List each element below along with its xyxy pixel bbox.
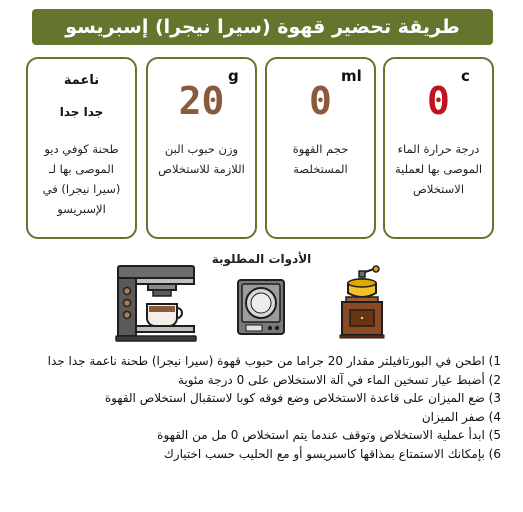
step-item: 1) اطحن في البورتافيلتر مقدار 20 جراما من حبوب قهوة (سيرا نيجرا) طحنة ناعمة جدا جدا (47, 354, 501, 368)
volume-desc: حجم القهوة المستخلصة (292, 142, 349, 176)
step-item: 2) أضبط عيار تسخين الماء في آلة الاستخلاص على 0 درجة مئوية (177, 372, 501, 387)
step-item: 4) صفر الميزان (421, 409, 501, 424)
grind-card (26, 57, 137, 239)
volume-value: 0 (309, 79, 332, 123)
grind-level-line1: ناعمة (63, 73, 100, 88)
coffee-grinder-icon (336, 265, 388, 339)
temperature-unit: c (461, 67, 470, 85)
weight-unit: g (228, 67, 239, 85)
weight-card (146, 57, 257, 239)
step-item: 5) ابدأ عملية الاستخلاص وتوقف عندما يتم استخلاص 0 مل من القهوة (157, 428, 501, 442)
temperature-card (383, 57, 494, 239)
weight-value: 20 (178, 79, 225, 123)
step-item: 6) بإمكانك الاستمتاع بمذاقها كاسبريسو أو مع الحليب حسب اختيارك (163, 446, 501, 461)
temperature-desc: درجة حرارة الماء الموصى بها لعملية الاستخلاص (394, 142, 483, 196)
page-title: طريقة تحضير قهوة (سيرا نيجرا) إسبريسو (65, 16, 460, 38)
espresso-machine-icon (115, 264, 197, 342)
grind-desc: طحنة كوفي ديو الموصى بها لـ (سيرا نيجرا) في الإسبريسو (42, 142, 121, 216)
tools-title: الأدوات المطلوبة (211, 252, 312, 266)
grind-level-line2: جدا جدا (59, 105, 104, 119)
steps-list (14, 352, 501, 463)
step-item: 3) ضع الميزان على قاعدة الاستخلاص وضع فوقه كوبا لاستقبال استخلاص القهوة (104, 391, 501, 405)
temperature-value: 0 (427, 79, 450, 123)
title-banner (32, 9, 493, 45)
volume-card (265, 57, 376, 239)
scale-icon (236, 278, 286, 336)
weight-desc: وزن حبوب البن اللازمة للاستخلاص (158, 142, 245, 176)
volume-unit: ml (341, 67, 362, 85)
